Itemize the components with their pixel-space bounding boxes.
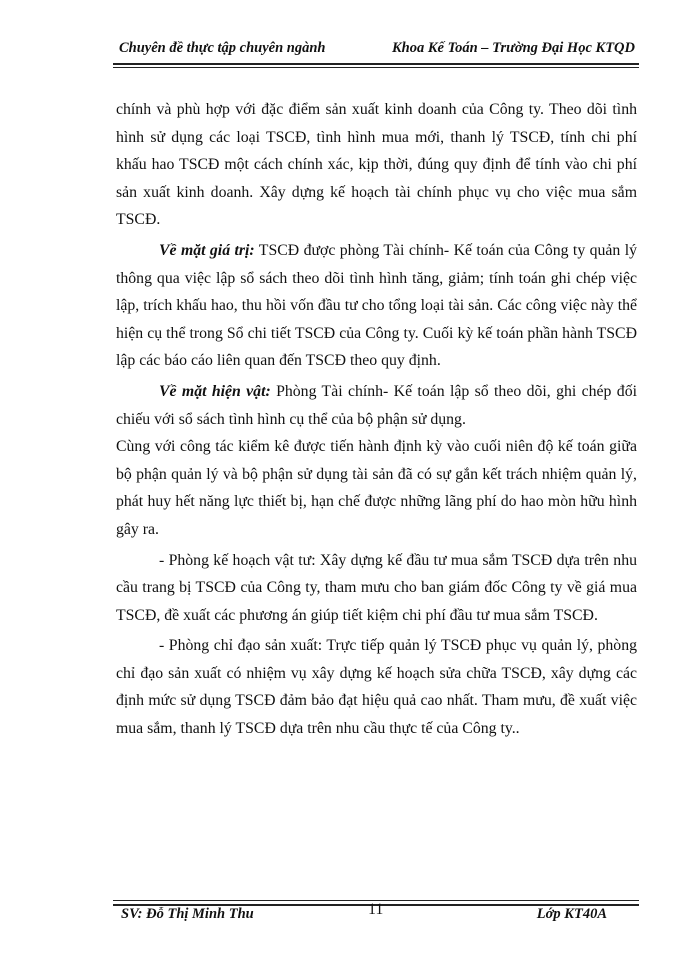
paragraph-5: - Phòng kế hoạch vật tư: Xây dựng kế đầu tư mua sắm TSCĐ dựa trên nhu cầu trang bị TSCĐ của Công ty, tham mưu cho ban giám đốc Công ty về giá mua TSCĐ, đề xuất các phương án giúp tiết kiệm chi phí đầu tư mua sắm TSCĐ. bbox=[116, 551, 637, 624]
header-left-title: Chuyên đề thực tập chuyên ngành bbox=[119, 40, 326, 56]
paragraph-2-text: TSCĐ được phòng Tài chính- Kế toán của Công ty quản lý thông qua việc lập sổ sách theo dõi tình hình tăng, giảm; tính toán ghi chép việc lập, trích khấu hao, thu hồi vốn đầu tư cho tổng loại tài sản. Các công việc này thể hiện cụ thể trong Sổ chi tiết TSCĐ của Công ty. Cuối kỳ kế toán phần hành TSCĐ lập các báo cáo liên quan đến TSCĐ theo quy định. bbox=[116, 241, 637, 370]
document-body bbox=[116, 96, 637, 743]
header-rule-thin bbox=[113, 67, 639, 68]
paragraph-2-heading: Về mặt giá trị: bbox=[159, 241, 255, 259]
paragraph-4: Cùng với công tác kiểm kê được tiến hành định kỳ vào cuối niên độ kế toán giữa bộ phận quản lý và bộ phận sử dụng tài sản đã có sự gắn kết trách nhiệm quản lý, phát huy hết năng lực thiết bị, hạn chế được những lãng phí do hao mòn hữu hình gây ra. bbox=[116, 438, 637, 538]
paragraph-3-heading: Về mặt hiện vật: bbox=[159, 382, 271, 400]
paragraph-1: chính và phù hợp với đặc điểm sản xuất kinh doanh của Công ty. Theo dõi tình hình sử dụng các loại TSCĐ, tình hình mua mới, thanh lý TSCĐ, tính chi phí khấu hao TSCĐ một cách chính xác, kịp thời, đúng quy định để tính vào chi phí sản xuất kinh doanh. Xây dựng kế hoạch tài chính phục vụ cho việc mua sắm TSCĐ. bbox=[116, 101, 637, 229]
footer-class-name: Lớp KT40A bbox=[536, 906, 607, 922]
paragraph-3 bbox=[116, 378, 637, 433]
header-rule-thick bbox=[113, 63, 639, 65]
paragraph-2 bbox=[116, 237, 637, 375]
page-footer bbox=[113, 901, 639, 926]
paragraph-3-text: Phòng Tài chính- Kế toán lập sổ theo dõi, ghi chép đối chiếu với sổ sách tình hình cụ thể của bộ phận sử dụng. bbox=[116, 382, 637, 428]
page-header bbox=[113, 40, 639, 62]
paragraph-6: - Phòng chỉ đạo sản xuất: Trực tiếp quản lý TSCĐ phục vụ quản lý, phòng chỉ đạo sản xuất có nhiệm vụ xây dựng kế hoạch sửa chữa TSCĐ, xây dựng các định mức sử dụng TSCĐ đảm bảo đạt hiệu quả cao nhất. Tham mưu, đề xuất việc mua sắm, thanh lý TSCĐ dựa trên nhu cầu thực tế của Công ty.. bbox=[116, 637, 637, 738]
footer-student-name: SV: Đỗ Thị Minh Thu bbox=[121, 906, 254, 922]
header-right-title: Khoa Kế Toán – Trường Đại Học KTQD bbox=[392, 40, 635, 56]
page-number: 11 bbox=[368, 901, 384, 918]
